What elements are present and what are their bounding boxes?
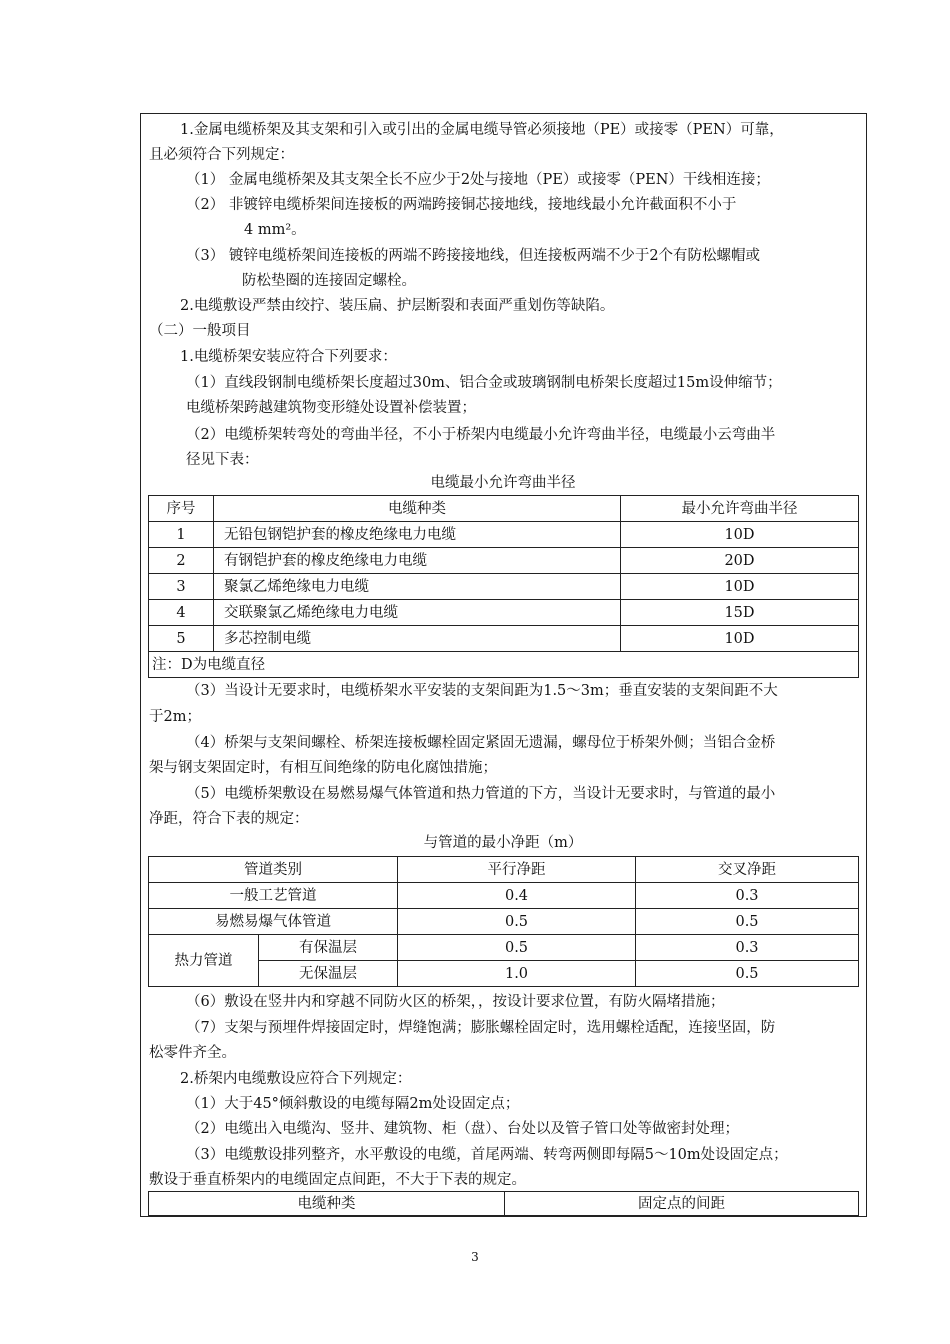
- cell-parallel: 1.0: [398, 961, 636, 987]
- section3-p3b: 于2m；: [149, 709, 201, 725]
- rule-item-1: （1） 金属电缆桥架及其支架全长不应少于2处与接地（PE）或接零（PEN）干线相连接；: [186, 172, 770, 188]
- col-header-cable-type: 电缆种类: [214, 496, 621, 522]
- rule-item-3b: 防松垫圈的连接固定螺栓。: [242, 273, 416, 289]
- cell-pipe-subtype: 无保温层: [259, 961, 398, 987]
- cell-cross: 0.5: [636, 961, 859, 987]
- para1-line1: 1.金属电缆桥架及其支架和引入或引出的金属电缆导管必须接地（PE）或接零（PEN）可靠，: [180, 122, 784, 138]
- table-header-row: [149, 496, 859, 522]
- section-title-general: （二）一般项目: [149, 323, 251, 339]
- page-number: 3: [471, 1250, 479, 1264]
- col-header-cross: 交叉净距: [636, 857, 859, 883]
- bend-radius-table: [148, 495, 859, 678]
- cell-index: 5: [149, 626, 214, 652]
- col-header-min-radius: 最小允许弯曲半径: [621, 496, 859, 522]
- cell-radius: 10D: [621, 626, 859, 652]
- section2-p2b: 径见下表：: [186, 452, 259, 468]
- cell-cable-type: 多芯控制电缆: [214, 626, 621, 652]
- rule-item-2b: 4 mm²。: [244, 222, 306, 238]
- cell-cable-type: 聚氯乙烯绝缘电力电缆: [214, 574, 621, 600]
- section4-q1: （1）大于45°倾斜敷设的电缆每隔2m处设固定点；: [186, 1096, 520, 1112]
- col-header-fixing-spacing: 固定点的间距: [505, 1192, 859, 1216]
- cell-index: 1: [149, 522, 214, 548]
- section2-p2a: （2）电缆桥架转弯处的弯曲半径，不小于桥架内电缆最小允许弯曲半径，电缆最小云弯曲半: [186, 427, 776, 443]
- section2-p1b: 电缆桥架跨越建筑物变形缝处设置补偿装置；: [186, 400, 476, 416]
- cell-pipe-subtype: 有保温层: [259, 935, 398, 961]
- section4-p6: （6）敷设在竖井内和穿越不同防火区的桥架，，按设计要求位置，有防火隔堵措施；: [186, 994, 725, 1010]
- cell-cable-type: 交联聚氯乙烯绝缘电力电缆: [214, 600, 621, 626]
- table2-title: 与管道的最小净距（m）: [423, 835, 583, 851]
- table-row: [149, 600, 859, 626]
- table-row: [149, 935, 859, 961]
- cell-cross: 0.3: [636, 935, 859, 961]
- cell-group-heat-pipe: 热力管道: [149, 935, 259, 987]
- table1-note: 注：D为电缆直径: [149, 652, 859, 678]
- rule-item-2a: （2） 非镀锌电缆桥架间连接板的两端跨接铜芯接地线，接地线最小允许截面积不小于: [186, 197, 737, 213]
- section3-p5a: （5）电缆桥架敷设在易燃易爆气体管道和热力管道的下方，当设计无要求时，与管道的最小: [186, 786, 776, 802]
- cell-parallel: 0.5: [398, 935, 636, 961]
- pipe-distance-table: [148, 856, 859, 987]
- section3-p3a: （3）当设计无要求时，电缆桥架水平安装的支架间距为1.5～3m；垂直安装的支架间距不大: [186, 683, 778, 699]
- cell-index: 2: [149, 548, 214, 574]
- cell-index: 4: [149, 600, 214, 626]
- table-row: [149, 909, 859, 935]
- table1-title: 电缆最小允许弯曲半径: [430, 475, 576, 491]
- cell-radius: 10D: [621, 522, 859, 548]
- cell-radius: 10D: [621, 574, 859, 600]
- col-header-index: 序号: [149, 496, 214, 522]
- col-header-parallel: 平行净距: [398, 857, 636, 883]
- cell-pipe-type: 一般工艺管道: [149, 883, 398, 909]
- cell-pipe-type: 易燃易爆气体管道: [149, 909, 398, 935]
- cell-index: 3: [149, 574, 214, 600]
- table-row: [149, 626, 859, 652]
- cell-cable-type: 有钢铠护套的橡皮绝缘电力电缆: [214, 548, 621, 574]
- cell-parallel: 0.5: [398, 909, 636, 935]
- section2-p1a: （1）直线段钢制电缆桥架长度超过30m、铝合金或玻璃钢制电桥架长度超过15m设伸缩节；: [186, 375, 782, 391]
- table-row: [149, 548, 859, 574]
- para1-line3: 2.电缆敷设严禁由绞拧、装压扁、护层断裂和表面严重划伤等缺陷。: [180, 298, 615, 314]
- cell-cable-type: 无铅包钢铠护套的橡皮绝缘电力电缆: [214, 522, 621, 548]
- cell-cross: 0.3: [636, 883, 859, 909]
- table-header-row: [149, 1192, 859, 1216]
- cell-radius: 20D: [621, 548, 859, 574]
- section4-q3a: （3）电缆敷设排列整齐，水平敷设的电缆，首尾两端、转弯两侧即每隔5～10m处设固定点；: [186, 1147, 788, 1163]
- section4-q3b: 敷设于垂直桥架内的电缆固定点间距，不大于下表的规定。: [149, 1172, 526, 1188]
- section3-p5b: 净距，符合下表的规定：: [149, 811, 309, 827]
- section2-heading: 1.电缆桥架安装应符合下列要求：: [180, 349, 397, 365]
- table-header-row: [149, 857, 859, 883]
- section4-p7a: （7）支架与预埋件焊接固定时，焊缝饱满；膨胀螺栓固定时，选用螺栓适配，连接坚固，防: [186, 1020, 776, 1036]
- section3-p4b: 架与钢支架固定时，有相互间绝缘的防电化腐蚀措施；: [149, 760, 497, 776]
- table-row: [149, 574, 859, 600]
- cell-parallel: 0.4: [398, 883, 636, 909]
- rule-item-3a: （3） 镀锌电缆桥架间连接板的两端不跨接接地线，但连接板两端不少于2个有防松螺帽或: [186, 248, 761, 264]
- table-row: [149, 522, 859, 548]
- fixing-point-table: [148, 1191, 859, 1216]
- table-row: [149, 883, 859, 909]
- table-note-row: [149, 652, 859, 678]
- col-header-pipe-type: 管道类别: [149, 857, 398, 883]
- cell-cross: 0.5: [636, 909, 859, 935]
- section4-q2: （2）电缆出入电缆沟、竖井、建筑物、柜（盘）、台处以及管子管口处等做密封处理；: [186, 1121, 739, 1137]
- col-header-cable-type: 电缆种类: [149, 1192, 505, 1216]
- section3-p4a: （4）桥架与支架间螺栓、桥架连接板螺栓固定紧固无遗漏，螺母位于桥架外侧；当铝合金桥: [186, 735, 776, 751]
- section4-p7b: 松零件齐全。: [149, 1045, 236, 1061]
- para1-line2: 且必须符合下列规定：: [149, 147, 294, 163]
- cell-radius: 15D: [621, 600, 859, 626]
- section4-heading: 2.桥架内电缆敷设应符合下列规定：: [180, 1071, 412, 1087]
